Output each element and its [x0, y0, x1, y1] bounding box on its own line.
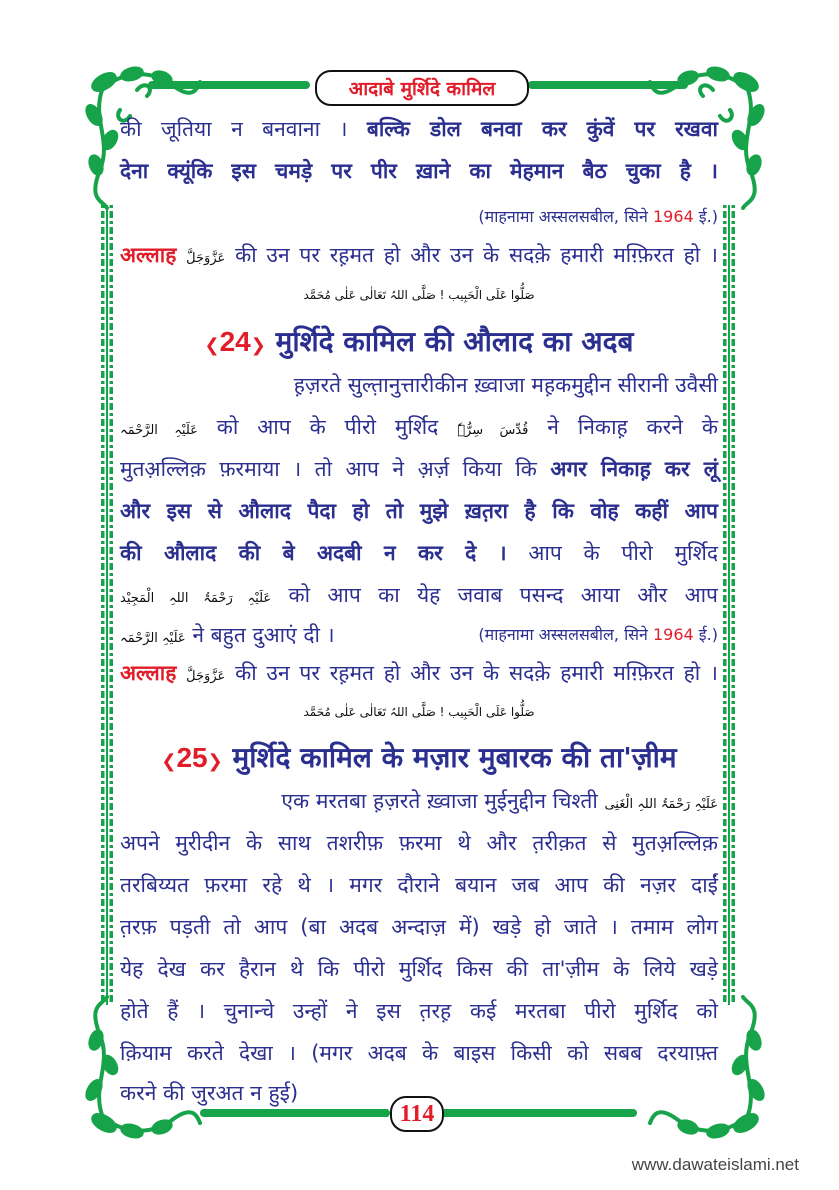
ornament-right-icon: ❯ — [207, 751, 223, 772]
section-title: मुर्शिदे कामिल के मज़ार मुबारक की ता'ज़ीम — [232, 741, 677, 774]
allah-calligraphy: अल्लाह — [120, 242, 177, 267]
section-heading-24 — [120, 322, 718, 366]
paragraph-line: त़रफ़ पड़ती तो आप (बा अदब अन्दाज़ में) खड़े हो जाते । तमाम लोग — [120, 915, 718, 939]
paragraph-line: अपने मुरीदीन के साथ तशरीफ़ फ़रमा थे और त़रीक़त से मुतअ़ल्लिक़ — [120, 831, 718, 855]
intro-text-bold: बल्कि डोल बनवा कर कुंवें पर रखवा — [366, 117, 718, 141]
paragraph-line: और इस से औलाद पैदा हो तो मुझे ख़त़रा है कि वोह कहीं आप — [120, 499, 718, 523]
dua-text: की उन पर रह़मत हो और उन के सदक़े हमारी मग़्फ़िरत हो । — [235, 661, 718, 685]
left-border-line — [106, 205, 108, 1005]
right-border-line — [728, 205, 730, 1005]
paragraph-line: की औलाद की बे अदबी न कर दे । आप के पीरो मुर्शिद — [120, 541, 718, 565]
allah-calligraphy: अल्लाह — [120, 660, 177, 685]
paragraph-line: عَلَیْہِ رَحْمَۃُ اللہِ الْمَجِیْد को आप का येह जवाब पसन्द आया और आप — [120, 583, 718, 607]
citation-year: 1964 — [653, 625, 694, 644]
durood-line: صَلُّوا عَلَی الْحَبِیب ! صَلَّی اللہُ تَعَالٰی عَلٰی مُحَمَّد — [303, 705, 535, 719]
section-title: मुर्शिदे कामिल की औलाद का अदब — [275, 325, 634, 358]
arabic-honorific: عَزَّوَجَلَّ — [186, 251, 226, 266]
paragraph-line: मुतअ़ल्लिक़ फ़रमाया । तो आप ने अ़र्ज़ किया कि अगर निकाह़ कर लूं — [120, 457, 719, 481]
ornament-right-icon: ❯ — [250, 335, 266, 356]
dua-text: की उन पर रह़मत हो और उन के सदक़े हमारी मग़्फ़िरत हो । — [235, 243, 718, 267]
paragraph-line: عَلَیْہِ الرَّحْمَہ को आप के पीरो मुर्शिद قُدِّسَ سِرُّہٗ ने निकाह़ करने के — [120, 415, 718, 439]
paragraph-line: क़ियाम करते देखा । (मगर अदब के बाइस किसी को सबब दरयाफ़्त — [120, 1041, 718, 1065]
ornament-left-icon: ❮ — [204, 335, 220, 356]
intro-text-regular: की जूतिया न बनवाना । — [120, 117, 348, 141]
page-number: 114 — [390, 1096, 444, 1132]
paragraph-line: ह़ज़रते सुल्त़ानुत्तारीकीन ख़्वाजा मह़कमुद्दीन सीरानी उवैसी — [293, 373, 718, 397]
ornament-left-icon: ❮ — [161, 751, 177, 772]
website-link[interactable]: www.dawateislami.net — [631, 1155, 799, 1174]
paragraph-line: عَلَیْہِ الرَّحْمَہ ने बहुत दुआएं दी । (माहनामा अस्सलसबील, सिने 1964 ई.) — [120, 620, 718, 654]
citation: (माहनामा अस्सलसबील, सिने 1964 ई.) — [478, 207, 718, 226]
paragraph-line: येह देख कर हैरान थे कि पीरो मुर्शिद किस की ता'ज़ीम के लिये खड़े — [120, 957, 718, 981]
paragraph-line: होते हैं । चुनान्चे उन्हों ने इस त़रह़ कई मरतबा पीरो मुर्शिद को — [120, 999, 718, 1023]
section-number: 24 — [219, 326, 251, 357]
intro-line-2: देना क्यूंकि इस चमड़े पर पीर ख़ाने का मेहमान बैठ चुका है । — [120, 159, 718, 183]
paragraph-line: तरबिय्यत फ़रमा रहे थे । मगर दौराने बयान जब आप की नज़र दाईं — [120, 873, 718, 897]
arabic-honorific: عَزَّوَجَلَّ — [186, 669, 226, 684]
dua-line — [120, 658, 718, 692]
paragraph-line: एक मरतबा ह़ज़रते ख़्वाजा मुईनुद्दीन चिश्ती عَلَیْہِ رَحْمَۃُ اللہِ الْغَنِی — [281, 789, 718, 813]
citation-year: 1964 — [653, 207, 694, 226]
book-title-header: आदाबे मुर्शिदे कामिल — [315, 70, 529, 106]
paragraph-line: करने की जुरअत न हुई) — [120, 1081, 299, 1105]
bottom-border-dots — [444, 1109, 496, 1117]
citation: (माहनामा अस्सलसबील, सिने 1964 ई.) — [478, 625, 718, 644]
bottom-border-dots — [336, 1109, 388, 1117]
dua-line — [120, 240, 718, 274]
intro-line-1 — [120, 114, 718, 144]
section-heading-25 — [120, 738, 718, 782]
section-number: 25 — [176, 742, 208, 773]
durood-line: صَلُّوا عَلَی الْحَبِیب ! صَلَّی اللہُ تَعَالٰی عَلٰی مُحَمَّد — [303, 288, 535, 302]
